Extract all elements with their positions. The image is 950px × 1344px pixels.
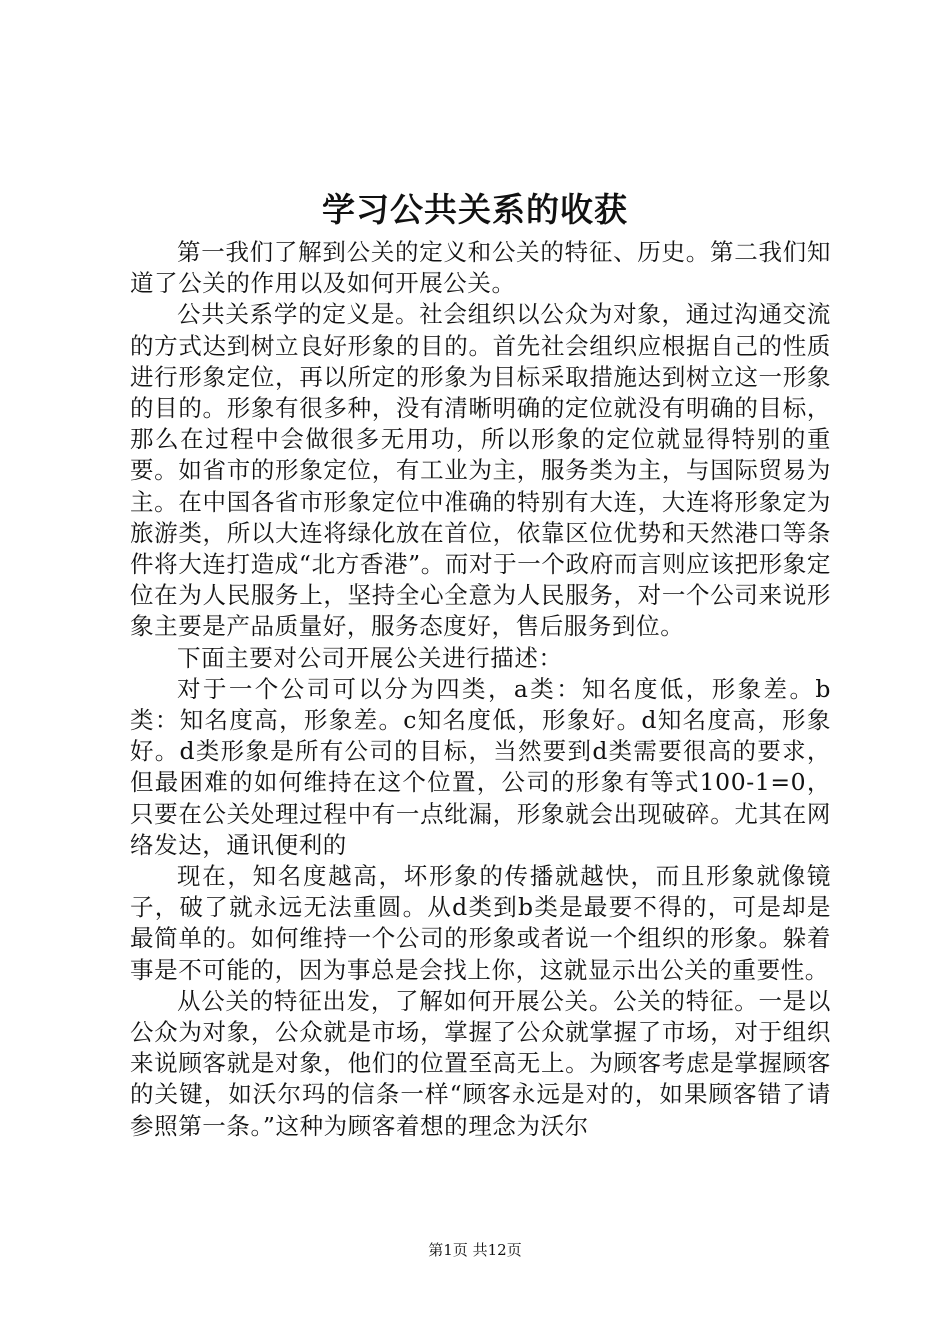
page-number-footer: 第1页 共12页: [428, 1241, 522, 1259]
paragraph: 第一我们了解到公关的定义和公关的特征、历史。第二我们知道了公关的作用以及如何开展公关。: [130, 238, 831, 298]
paragraph: 下面主要对公司开展公关进行描述：: [177, 643, 563, 672]
paragraph: 对于一个公司可以分为四类，a类：知名度低，形象差。b类：知名度高，形象差。c知名度低，形象好。d知名度高，形象好。d类形象是所有公司的目标，当然要到d类需要很高的要求，但最困难的如何维持在这个位置，公司的形象有等式100-1=0，只要在公关处理过程中有一点纰漏，形象就会出现破碎。尤其在网络发达，通讯便利的: [130, 674, 831, 859]
paragraph: 从公关的特征出发，了解如何开展公关。公关的特征。一是以公众为对象，公众就是市场，掌握了公众就掌握了市场，对于组织来说顾客就是对象，他们的位置至高无上。为顾客考虑是掌握顾客的关键，如沃尔玛的信条一样“顾客永远是对的，如果顾客错了请参照第一条。”这种为顾客着想的理念为沃尔: [130, 986, 831, 1140]
document-title: 学习公共关系的收获: [322, 190, 628, 229]
paragraph: 现在，知名度越高，坏形象的传播就越快，而且形象就像镜子，破了就永远无法重圆。从d类到b类是最要不得的，可是却是最简单的。如何维持一个公司的形象或者说一个组织的形象。躲着事是不可能的，因为事总是会找上你，这就显示出公关的重要性。: [130, 862, 831, 984]
document-body: [130, 237, 831, 1142]
paragraph: 公共关系学的定义是。社会组织以公众为对象，通过沟通交流的方式达到树立良好形象的目的。首先社会组织应根据自己的性质进行形象定位，再以所定的形象为目标采取措施达到树立这一形象的目的。形象有很多种，没有清晰明确的定位就没有明确的目标，那么在过程中会做很多无用功，所以形象的定位就显得特别的重要。如省市的形象定位，有工业为主，服务类为主，与国际贸易为主。在中国各省市形象定位中准确的特别有大连，大连将形象定为旅游类，所以大连将绿化放在首位，依靠区位优势和天然港口等条件将大连打造成“北方香港”。而对于一个政府而言则应该把形象定位在为人民服务上，坚持全心全意为人民服务，对一个公司来说形象主要是产品质量好，服务态度好，售后服务到位。: [130, 300, 831, 641]
